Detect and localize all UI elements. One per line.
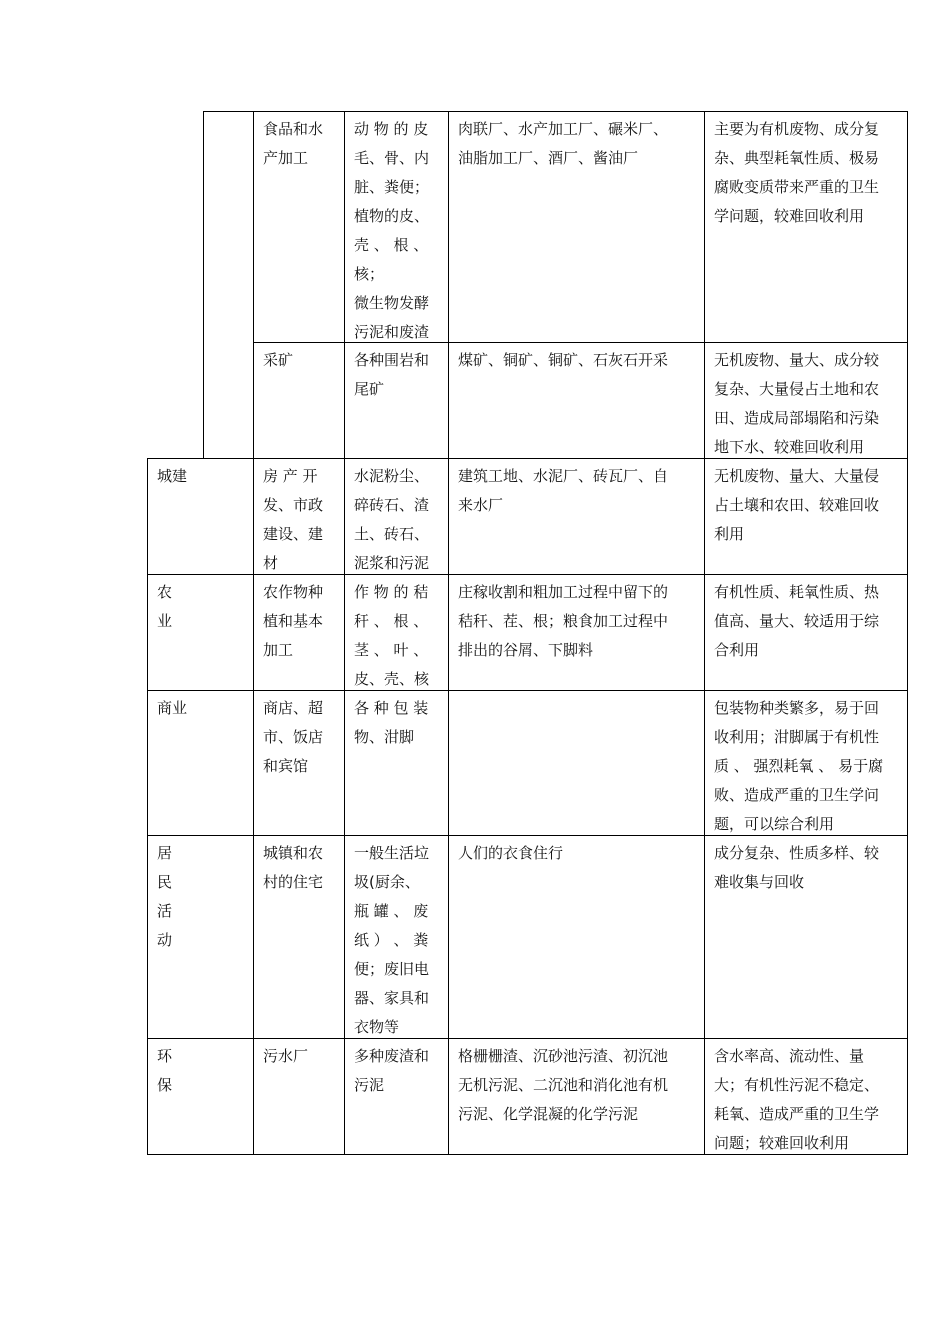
table-cell-source: 城建: [157, 467, 188, 485]
table-cell-origin: 人们的衣食住行: [458, 844, 564, 862]
table-cell-origin: 庄稼收割和粗加工过程中留下的 秸秆、茬、根；粮食加工过程中 排出的谷屑、下脚料: [458, 583, 669, 659]
table-cell-character: 主要为有机废物、成分复 杂、典型耗氧性质、极易 腐败变质带来严重的卫生 学问题，较难回收利用: [714, 120, 880, 225]
table-cell-waste: 各种围岩和 尾矿: [354, 351, 430, 398]
table-cell-origin: 建筑工地、水泥厂、砖瓦厂、自 来水厂: [458, 467, 669, 514]
table-cell-character: 成分复杂、性质多样、较 难收集与回收: [714, 844, 880, 891]
column-divider: [203, 111, 204, 459]
table-cell-industry: 采矿: [263, 351, 294, 369]
table-cell-origin: 肉联厂、水产加工厂、碾米厂、 油脂加工厂、酒厂、酱油厂: [458, 120, 669, 167]
table-cell-origin: 煤矿、铜矿、铜矿、石灰石开采: [458, 351, 669, 369]
table-cell-waste: 动 物 的 皮 毛、骨、内 脏、粪便； 植物的皮、 壳 、 根 、 核； 微生物发酵 污泥和废渣: [354, 120, 430, 341]
table-cell-waste: 作 物 的 秸 秆 、 根 、 茎 、 叶 、 皮、壳、核: [354, 583, 430, 688]
table-cell-waste: 各 种 包 装 物、泔脚: [354, 699, 429, 746]
table-cell-character: 含水率高、流动性、量 大；有机性污泥不稳定、 耗氧、造成严重的卫生学 问题；较难回收利用: [714, 1047, 880, 1152]
table-cell-industry: 污水厂: [263, 1047, 309, 1065]
table-border-bottom: [147, 1154, 908, 1155]
table-cell-waste: 水泥粉尘、 碎砖石、渣 土、砖石、 泥浆和污泥: [354, 467, 430, 572]
table-cell-industry: 农作物种 植和基本 加工: [263, 583, 324, 659]
table-cell-character: 包装物种类繁多，易于回 收利用；泔脚属于有机性 质 、 强烈耗氧 、 易于腐 败、造成严重的卫生学问 题，可以综合利用: [714, 699, 884, 833]
table-cell-source: 商业: [157, 699, 188, 717]
table-cell-industry: 城镇和农 村的住宅: [263, 844, 324, 891]
table-cell-origin: 格栅栅渣、沉砂池污渣、初沉池 无机污泥、二沉池和消化池有机 污泥、化学混凝的化学污泥: [458, 1047, 669, 1123]
table-cell-waste: 多种废渣和 污泥: [354, 1047, 430, 1094]
table-border-right: [907, 111, 908, 1155]
table-cell-industry: 食品和水 产加工: [263, 120, 324, 167]
table-cell-source: 居 民 活 动: [157, 844, 173, 949]
table-cell-source: 环 保: [157, 1047, 173, 1094]
table-cell-industry: 商店、超 市、饭店 和宾馆: [263, 699, 324, 775]
table-cell-character: 无机废物、量大、成分较 复杂、大量侵占土地和农 田、造成局部塌陷和污染 地下水、较难回收利用: [714, 351, 880, 456]
table-cell-industry: 房 产 开 发、市政 建设、建 材: [263, 467, 324, 572]
table-cell-source: 农 业: [157, 583, 173, 630]
table-cell-origin: [449, 691, 704, 835]
table-cell-character: 无机废物、量大、大量侵 占土壤和农田、较难回收 利用: [714, 467, 880, 543]
table-cell-character: 有机性质、耗氧性质、热 值高、量大、较适用于综 合利用: [714, 583, 880, 659]
table-cell-waste: 一般生活垃 圾(厨余、 瓶 罐 、 废 纸 ） 、 粪 便；废旧电 器、家具和 衣物等: [354, 844, 430, 1036]
